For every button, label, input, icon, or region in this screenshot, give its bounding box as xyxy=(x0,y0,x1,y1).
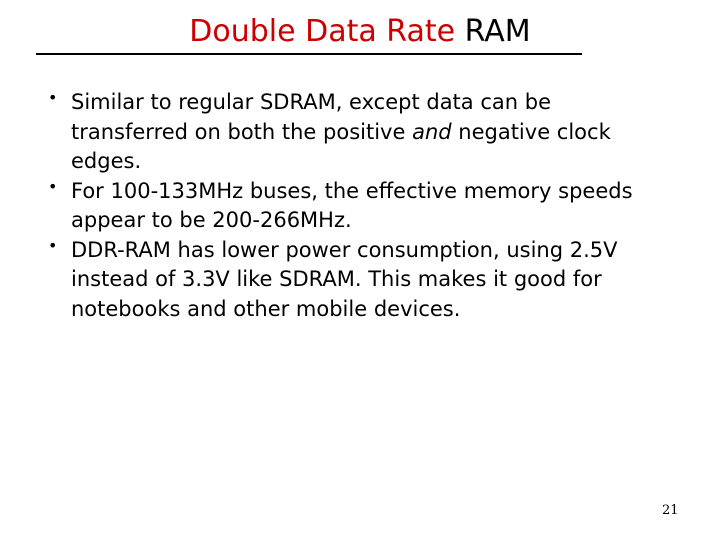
bullet-text: For 100-133MHz buses, the effective memory speeds appear to be 200-266MHz. xyxy=(71,178,633,232)
page-number: 21 xyxy=(662,503,679,518)
slide-title xyxy=(0,12,720,52)
bullet-icon: • xyxy=(48,176,58,196)
bullet-emphasis: and xyxy=(412,119,452,144)
bullet-text: Similar to regular SDRAM, except data can be transferred on both the positive xyxy=(71,90,551,144)
slide-title-main: Double Data Rate xyxy=(189,14,456,49)
bullet-item-bus-speed xyxy=(0,177,671,236)
bullet-item-ddr-transfer xyxy=(0,88,671,177)
bullet-icon: • xyxy=(48,235,58,255)
bullet-text-continued: negative clock edges. xyxy=(71,119,611,173)
bullet-icon: • xyxy=(48,88,58,107)
slide-title-ram: RAM xyxy=(464,14,531,49)
bullet-list xyxy=(0,88,720,324)
bullet-text: DDR-RAM has lower power consumption, using 2.5V instead of 3.3V like SDRAM. This makes it good for notebooks and other mobile devices. xyxy=(71,237,618,321)
bullet-item-power xyxy=(0,236,671,325)
title-underline xyxy=(36,53,582,55)
